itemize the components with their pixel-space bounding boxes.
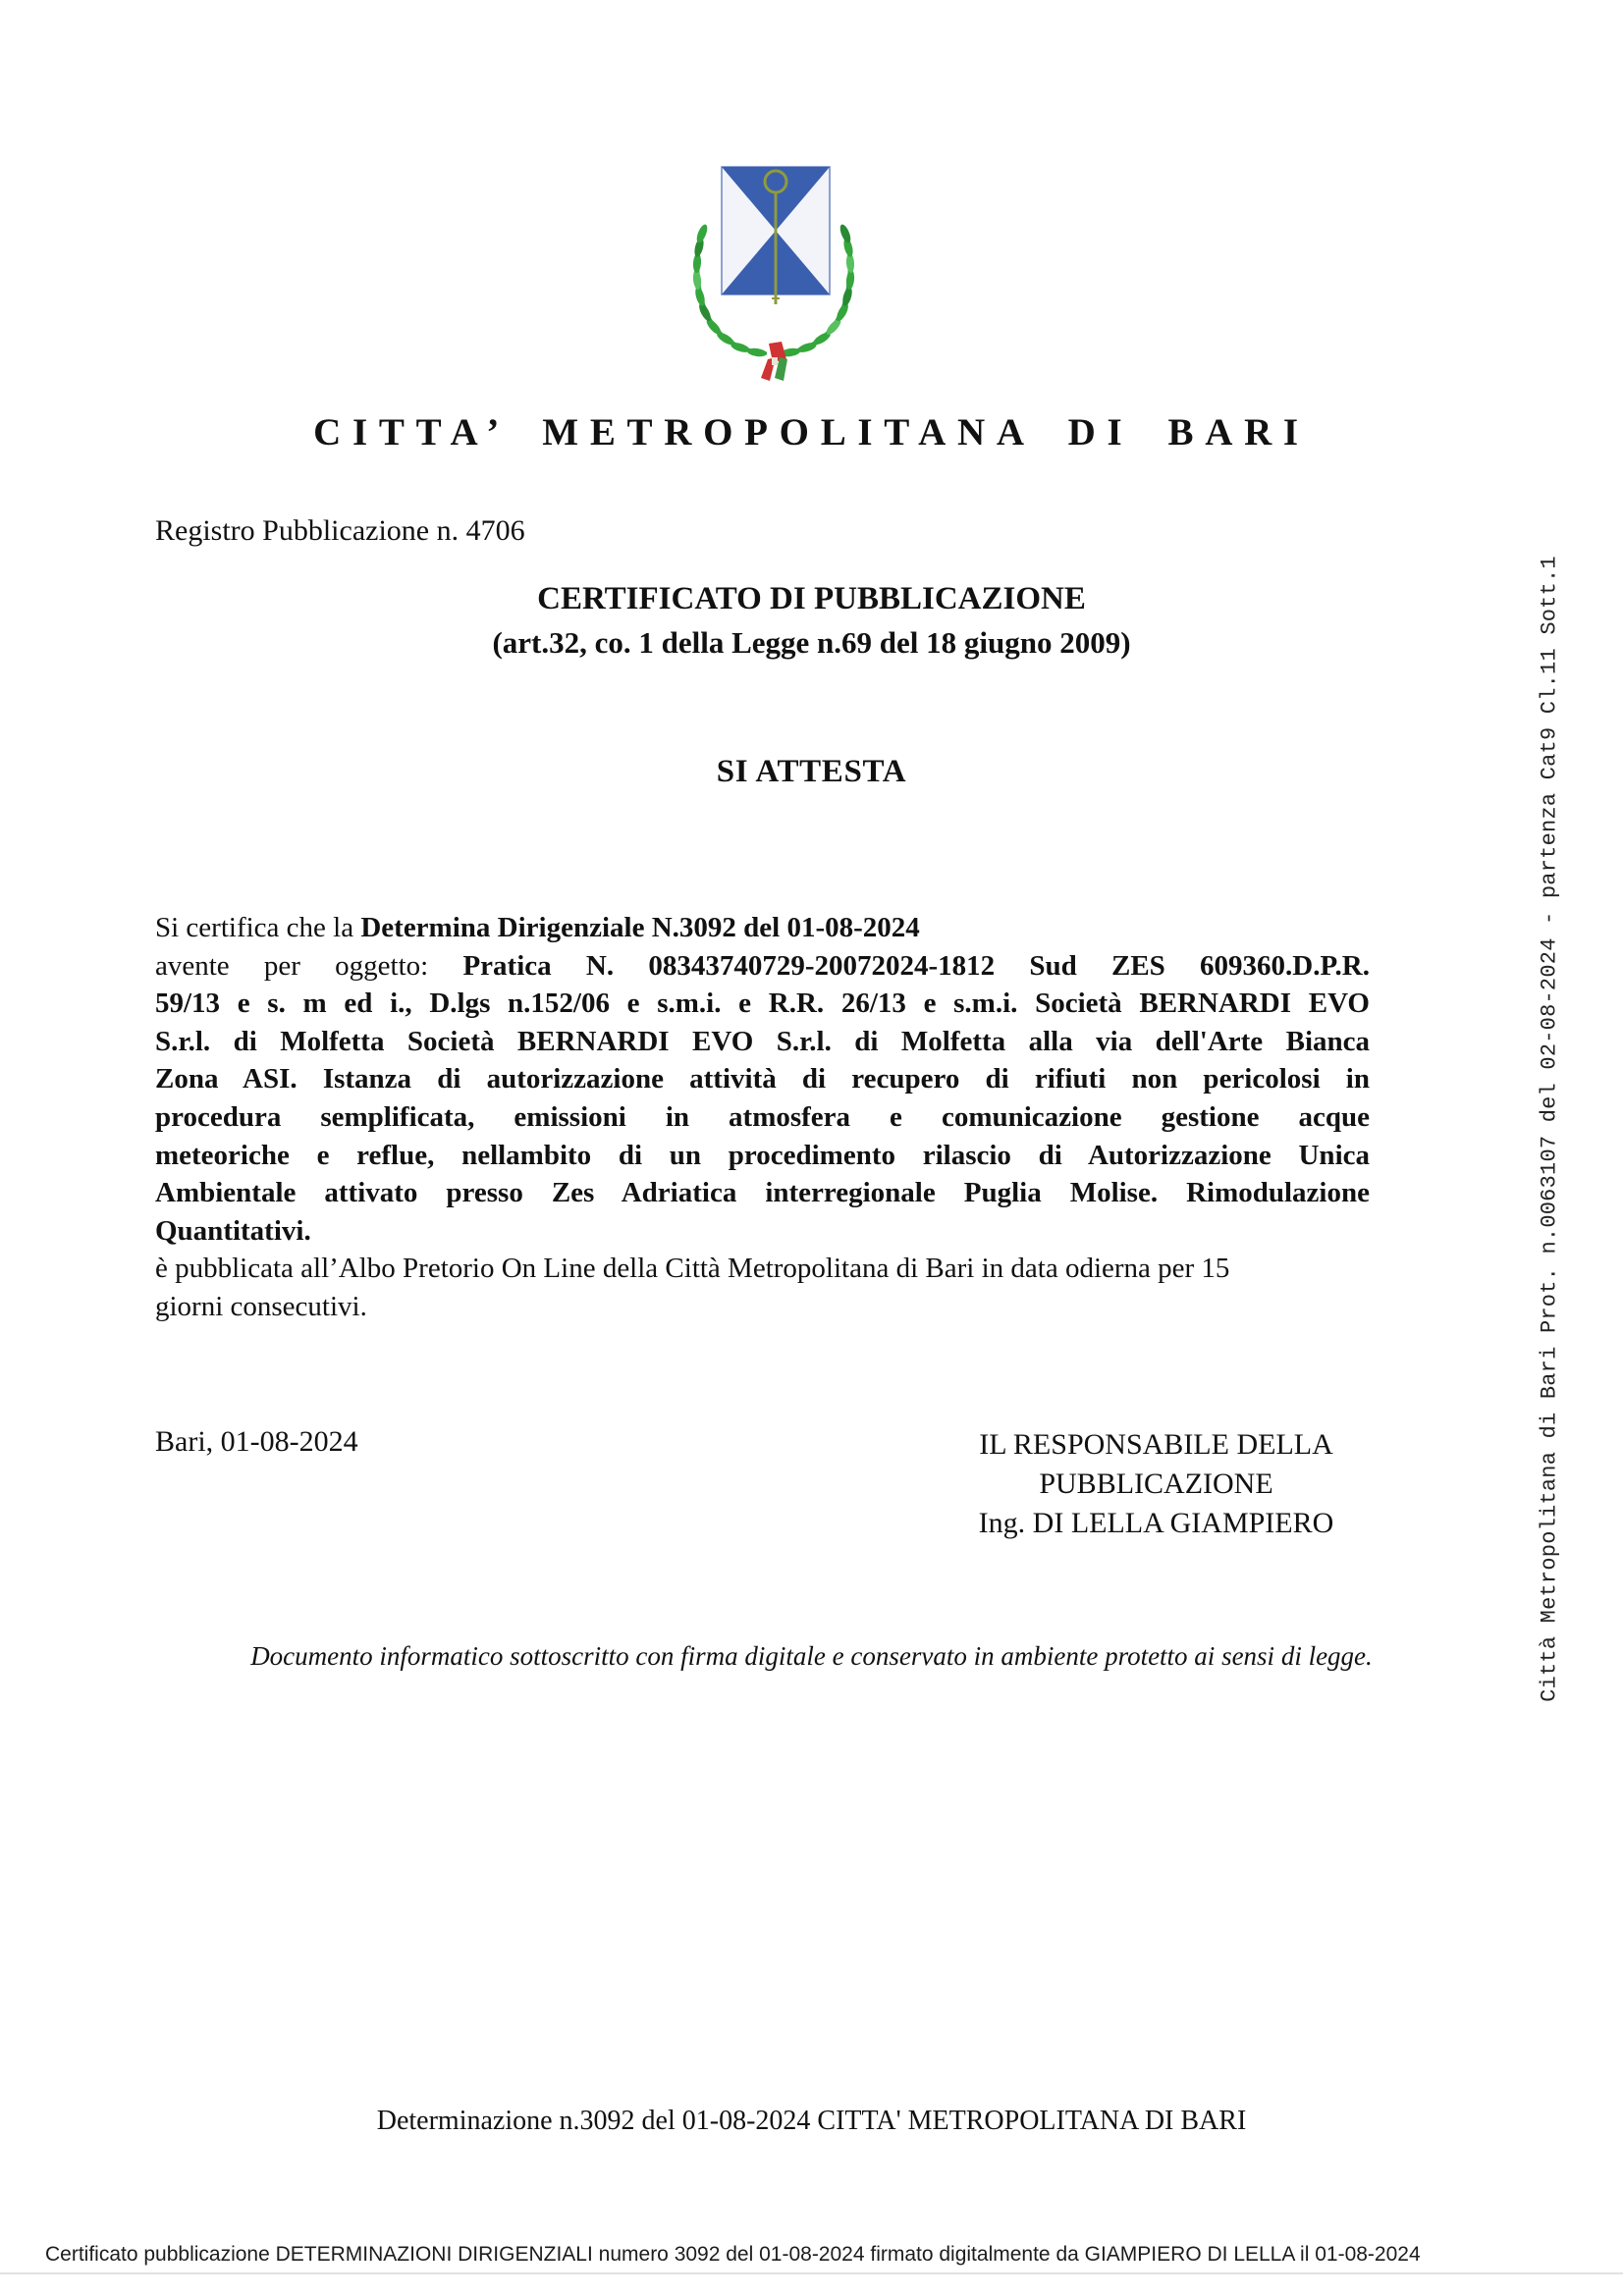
digital-signature-note: Documento informatico sottoscritto con firma digitale e conservato in ambiente protetto ai sensi di legge. [250,1641,1373,1671]
body-line: Quantitativi. [155,1214,311,1247]
footer-certification-line: Certificato pubblicazione DETERMINAZIONI DIRIGENZIALI numero 3092 del 01-08-2024 firmato digitalmente da GIAMPIERO DI LELLA il 01-08-2024 [45,2243,1421,2266]
body-line: S.r.l. di Molfetta Società BERNARDI EVO S.r.l. di Molfetta alla via dell'Arte Bianca [155,1025,1370,1057]
protocol-stamp-vertical: Città Metropolitana di Bari Prot. n.0063107 del 02-08-2024 - partenza Cat9 Cl.11 Sott.1 [1537,556,1562,1702]
determination-reference: Determinazione n.3092 del 01-08-2024 CITTA' METROPOLITANA DI BARI [376,2106,1247,2136]
body-line: 59/13 e s. m ed i., D.lgs n.152/06 e s.m.i. e R.R. 26/13 e s.m.i. Società BERNARDI EVO [155,988,1370,1020]
body-line: giorni consecutivi. [155,1290,367,1322]
registry-number: Registro Pubblicazione n. 4706 [155,514,525,547]
signature-block [923,1425,1389,1543]
body-line: avente per oggetto: Pratica N. 08343740729-20072024-1812 Sud ZES 609360.D.P.R. [155,949,1370,982]
scan-artifact-rule [0,2272,1623,2274]
body-line: è pubblicata all’Albo Pretorio On Line della Città Metropolitana di Bari in data odierna per 15 [155,1253,1230,1285]
body-line: Zona ASI. Istanza di autorizzazione attività di recupero di rifiuti non pericolosi in [155,1063,1370,1095]
attestation-heading: SI ATTESTA [716,754,907,789]
place-and-date: Bari, 01-08-2024 [155,1425,358,1458]
ribbon [761,342,787,381]
body-line: meteoriche e reflue, nellambito di un procedimento rilascio di Autorizzazione Unica [155,1139,1370,1171]
coat-of-arms-icon [643,149,900,387]
body-line: procedura semplificata, emissioni in atmosfera e comunicazione gestione acque [155,1100,1370,1133]
certificate-subtitle: (art.32, co. 1 della Legge n.69 del 18 giugno 2009) [492,625,1131,660]
signer-role-line2: PUBBLICAZIONE [1039,1468,1273,1500]
body-line: Si certifica che la Determina Dirigenziale N.3092 del 01-08-2024 [155,912,920,943]
certificate-body [155,909,1370,1326]
certificate-title: CERTIFICATO DI PUBBLICAZIONE [537,581,1086,616]
page-title: CITTA’ METROPOLITANA DI BARI [313,411,1310,454]
signer-role-line1: IL RESPONSABILE DELLA [979,1428,1333,1461]
signer-name: Ing. DI LELLA GIAMPIERO [978,1507,1334,1539]
body-line: Ambientale attivato presso Zes Adriatica interregionale Puglia Molise. Rimodulazione [155,1177,1370,1209]
